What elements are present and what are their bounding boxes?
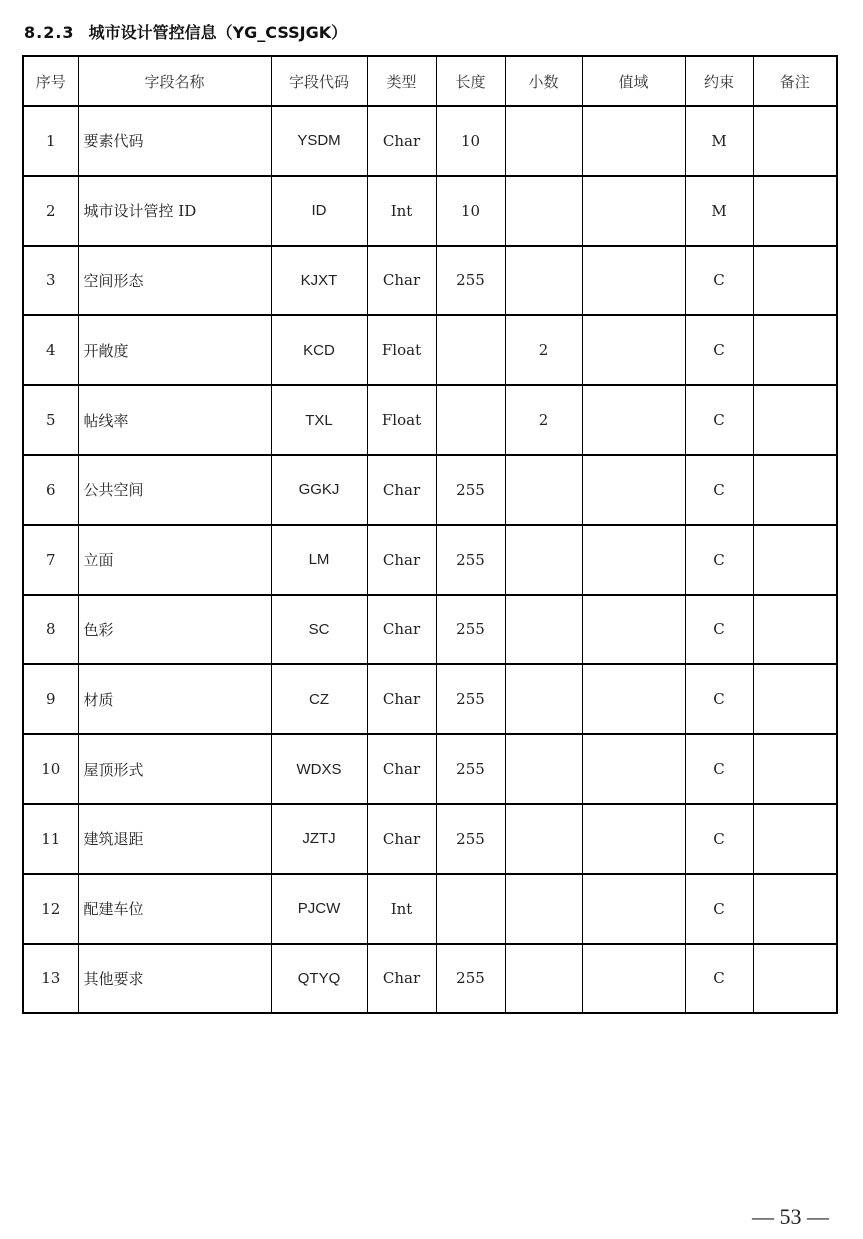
cell-serial: 6 [23, 455, 78, 525]
cell-field-name: 其他要求 [78, 944, 271, 1014]
cell-serial: 13 [23, 944, 78, 1014]
cell-decimals [505, 106, 582, 176]
cell-length: 255 [436, 246, 505, 316]
cell-length: 10 [436, 106, 505, 176]
cell-constraint: C [685, 944, 753, 1014]
cell-remarks [753, 944, 837, 1014]
cell-remarks [753, 315, 837, 385]
cell-length: 10 [436, 176, 505, 246]
cell-decimals [505, 525, 582, 595]
cell-field-name: 要素代码 [78, 106, 271, 176]
header-cell-length: 长度 [436, 56, 505, 106]
table-row [23, 595, 837, 665]
table-row [23, 874, 837, 944]
cell-constraint: C [685, 734, 753, 804]
cell-value-domain [582, 246, 685, 316]
cell-decimals [505, 176, 582, 246]
cell-remarks [753, 176, 837, 246]
header-cell-serial: 序号 [23, 56, 78, 106]
cell-serial: 4 [23, 315, 78, 385]
cell-field-code: KJXT [271, 246, 367, 316]
cell-length: 255 [436, 734, 505, 804]
cell-type: Char [367, 944, 436, 1014]
cell-field-code: CZ [271, 664, 367, 734]
cell-constraint: M [685, 106, 753, 176]
cell-decimals [505, 664, 582, 734]
cell-field-code: JZTJ [271, 804, 367, 874]
cell-decimals: 2 [505, 315, 582, 385]
cell-constraint: C [685, 595, 753, 665]
table-row [23, 455, 837, 525]
cell-type: Char [367, 804, 436, 874]
cell-field-code: TXL [271, 385, 367, 455]
cell-field-code: GGKJ [271, 455, 367, 525]
cell-type: Char [367, 664, 436, 734]
cell-value-domain [582, 315, 685, 385]
cell-value-domain [582, 176, 685, 246]
cell-field-name: 配建车位 [78, 874, 271, 944]
header-cell-remarks: 备注 [753, 56, 837, 106]
cell-field-code: QTYQ [271, 944, 367, 1014]
table-row [23, 246, 837, 316]
cell-decimals [505, 874, 582, 944]
cell-length: 255 [436, 664, 505, 734]
cell-constraint: M [685, 176, 753, 246]
field-definition-table [22, 55, 838, 1014]
cell-field-code: KCD [271, 315, 367, 385]
cell-decimals [505, 595, 582, 665]
cell-field-name: 帖线率 [78, 385, 271, 455]
cell-remarks [753, 664, 837, 734]
cell-field-code: YSDM [271, 106, 367, 176]
section-number: 8.2.3 [24, 23, 75, 42]
table-row [23, 734, 837, 804]
cell-constraint: C [685, 525, 753, 595]
cell-constraint: C [685, 455, 753, 525]
cell-value-domain [582, 664, 685, 734]
table-row [23, 176, 837, 246]
cell-remarks [753, 874, 837, 944]
cell-type: Char [367, 246, 436, 316]
table-row [23, 525, 837, 595]
cell-remarks [753, 106, 837, 176]
section-title: 城市设计管控信息（YG_CSSJGK） [88, 23, 348, 42]
cell-value-domain [582, 455, 685, 525]
cell-length [436, 874, 505, 944]
header-cell-field-code: 字段代码 [271, 56, 367, 106]
cell-decimals [505, 734, 582, 804]
cell-length [436, 385, 505, 455]
cell-type: Int [367, 874, 436, 944]
cell-field-code: ID [271, 176, 367, 246]
table-row [23, 315, 837, 385]
section-heading [24, 20, 347, 46]
cell-decimals: 2 [505, 385, 582, 455]
cell-field-name: 公共空间 [78, 455, 271, 525]
cell-field-name: 建筑退距 [78, 804, 271, 874]
cell-serial: 12 [23, 874, 78, 944]
cell-constraint: C [685, 804, 753, 874]
cell-field-name: 开敞度 [78, 315, 271, 385]
cell-value-domain [582, 734, 685, 804]
cell-serial: 10 [23, 734, 78, 804]
table-row [23, 944, 837, 1014]
cell-serial: 2 [23, 176, 78, 246]
cell-field-code: LM [271, 525, 367, 595]
cell-field-name: 屋顶形式 [78, 734, 271, 804]
cell-remarks [753, 246, 837, 316]
cell-field-code: SC [271, 595, 367, 665]
cell-field-name: 城市设计管控 ID [78, 176, 271, 246]
table-row [23, 106, 837, 176]
cell-type: Char [367, 525, 436, 595]
cell-value-domain [582, 385, 685, 455]
page-number: — 53 — [752, 1204, 829, 1229]
cell-constraint: C [685, 315, 753, 385]
table-row [23, 804, 837, 874]
header-cell-type: 类型 [367, 56, 436, 106]
cell-serial: 11 [23, 804, 78, 874]
cell-remarks [753, 455, 837, 525]
cell-type: Char [367, 595, 436, 665]
cell-value-domain [582, 595, 685, 665]
cell-field-name: 色彩 [78, 595, 271, 665]
cell-length: 255 [436, 455, 505, 525]
header-cell-constraint: 约束 [685, 56, 753, 106]
cell-value-domain [582, 525, 685, 595]
cell-constraint: C [685, 874, 753, 944]
cell-serial: 7 [23, 525, 78, 595]
cell-field-name: 材质 [78, 664, 271, 734]
cell-decimals [505, 246, 582, 316]
cell-remarks [753, 804, 837, 874]
cell-serial: 1 [23, 106, 78, 176]
cell-length [436, 315, 505, 385]
cell-serial: 3 [23, 246, 78, 316]
cell-decimals [505, 944, 582, 1014]
cell-type: Char [367, 106, 436, 176]
table-row [23, 385, 837, 455]
cell-length: 255 [436, 944, 505, 1014]
cell-decimals [505, 804, 582, 874]
cell-remarks [753, 385, 837, 455]
table-row [23, 664, 837, 734]
cell-type: Int [367, 176, 436, 246]
cell-length: 255 [436, 525, 505, 595]
cell-type: Char [367, 734, 436, 804]
cell-decimals [505, 455, 582, 525]
cell-type: Float [367, 385, 436, 455]
cell-length: 255 [436, 595, 505, 665]
cell-field-code: PJCW [271, 874, 367, 944]
cell-length: 255 [436, 804, 505, 874]
cell-constraint: C [685, 385, 753, 455]
cell-serial: 9 [23, 664, 78, 734]
header-cell-decimals: 小数 [505, 56, 582, 106]
cell-serial: 8 [23, 595, 78, 665]
table-header-row [23, 56, 837, 106]
cell-remarks [753, 525, 837, 595]
cell-constraint: C [685, 246, 753, 316]
cell-value-domain [582, 106, 685, 176]
cell-field-name: 空间形态 [78, 246, 271, 316]
cell-remarks [753, 734, 837, 804]
cell-type: Float [367, 315, 436, 385]
cell-value-domain [582, 944, 685, 1014]
header-cell-field-name: 字段名称 [78, 56, 271, 106]
cell-remarks [753, 595, 837, 665]
cell-serial: 5 [23, 385, 78, 455]
cell-type: Char [367, 455, 436, 525]
table-body [23, 106, 837, 1013]
cell-field-name: 立面 [78, 525, 271, 595]
header-cell-value-domain: 值域 [582, 56, 685, 106]
cell-constraint: C [685, 664, 753, 734]
cell-value-domain [582, 874, 685, 944]
cell-value-domain [582, 804, 685, 874]
cell-field-code: WDXS [271, 734, 367, 804]
